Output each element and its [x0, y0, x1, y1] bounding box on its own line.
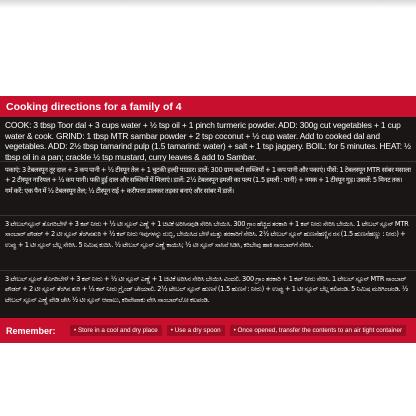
section-heading: Cooking directions for a family of 4 — [6, 101, 182, 113]
second-regional-directions-panel — [0, 270, 416, 318]
tip-dry-spoon: • Use a dry spoon — [167, 325, 225, 336]
remember-label: Remember: — [6, 325, 56, 336]
tip-store-cool-dry: • Store in a cool and dry place — [70, 325, 162, 336]
tip-airtight-container: • Once opened, transfer the contents to an air tight container — [230, 325, 406, 336]
hindi-directions-panel — [0, 161, 416, 215]
bottom-area — [0, 343, 416, 416]
english-directions: COOK: 3 tbsp Toor dal + 3 cups water + ½ tsp oil + 1 pinch turmeric powder. ADD: 300g cut vegetables + 1 cup water & cook. GRIND: 1 tbsp MTR sambar powder + 2 tsp coconut + ½ cup water. Add to cooked dal and vegetables. ADD: 2½ tbsp tamarind pulp (1.5 tamarind: water) + salt + 1 tsp jaggery. BOIL: for 5 minutes. HEAT: ½ tbsp oil in a pan; crackle ½ tsp mustard, curry leaves & add to Sambar. — [5, 120, 411, 161]
kannada-directions: 3 ಟೇಬಲ್‌ಸ್ಪೂನ್ ತೊಗರಿಬೇಳೆ + 3 ಕಪ್ ನೀರು + ½ ಟೀ ಸ್ಪೂನ್ ಎಣ್ಣೆ + 1 ಚಿಟಿಕೆ ಅರಿಸಿನಪುಡಿ ಸೇರಿಸಿ ಬೇಯಿಸಿ. 300 ಗ್ರಾಂ ಹೆಚ್ಚಿದ ತರಕಾರಿ + 1 ಕಪ್ ನೀರು ಸೇರಿಸಿ ಬೇಯಿಸಿ. 1 ಟೇಬಲ್ ಸ್ಪೂನ್ MTR ಸಾಂಬಾರ್ ಪೌಡರ್ + 2 ಟೀ ಸ್ಪೂನ್ ತೆಂಗಿನತುರಿ + ½ ಕಪ್ ನೀರು ಇವುಗಳನ್ನು ರುಬ್ಬಿ, ಬೇಯಿಸಿದ ಬೇಳೆ ಮತ್ತು ತರಕಾರಿಗೆ ಸೇರಿಸಿ. 2½ ಟೇಬಲ್ ಸ್ಪೂನ್ ಹುಣಸೆಹಣ್ಣಿನ ರಸ (1.5 ಹುಣಸೆಹಣ್ಣು : ನೀರು) + ಉಪ್ಪು + 1 ಟೀ ಸ್ಪೂನ್ ಬೆಲ್ಲ ಸೇರಿಸಿ. 5 ನಿಮಿಷ ಕುದಿಸಿ. ½ ಟೇಬಲ್ ಸ್ಪೂನ್ ಎಣ್ಣೆ ಕಾಯಿಸಿ; ½ ಟೀ ಸ್ಪೂನ್ ಸಾಸಿವೆ ಸಿಡಿಸಿ, ಕರಿಬೇವು ಹಾಕಿ ಸಾಂಬಾರ್‌ಗೆ ಸೇರಿಸಿ. — [5, 220, 409, 249]
kannada-directions-panel — [0, 215, 416, 270]
second-regional-directions: 3 ಟೇಬಲ್ ಸ್ಪೂನ್ ತೊಗರಿಬೇಳೆ + 3 ಕಪ್ ನೀರು + ½ ಟೀ ಸ್ಪೂನ್ ಎಣ್ಣೆ + 1 ಚಿಟಿಕೆ ಅರಿಸಿನ ಸೇರಿಸಿ ಬೇಯಿಸಿ ವಿಂದಲಿ. 300 ಗ್ರಾಂ ತರಕಾರಿ + 1 ಕಪ್ ನೀರು ಸೇರಿಸಿ. 1 ಟೇಬಲ್ ಸ್ಪೂನ್ MTR ಸಾಂಬಾರ್ ಪೌಡರ್ + 2 ಟೀ ಸ್ಪೂನ್ ತೆಂಗಿನ ತುರಿ + ½ ಕಪ್ ನೀರು ಗ್ರೈಂಡ್ ಚೇಯಾಲಿ. 2½ ಟೇಬಲ್ ಸ್ಪೂನ್ ಹುಣಸೆ (1.5 ಹುಣಸೆ : ನೀರು) + ಉಪ್ಪು + 1 ಟೀ ಸ್ಪೂನ್ ಬೆಲ್ಲ ಕಲಿಪಂಡಿ. 5 ನಿಮಿಷ ಮರಿಗಿಂಚಂಡಿ. ½ ಟೇಬಲ್ ಸ್ಪೂನ್ ಎಣ್ಣೆ ವೇಡಿ ಚೇಸಿ ½ ಟೀ ಸ್ಪೂನ್ ಆವಾಲು, ಕರಿವೇಪಾಕು ವೇಸಿ ಸಾಂಬಾರ್‌ಲೋ ಕಲಪಂಡಿ. — [5, 275, 409, 304]
english-directions-panel — [0, 117, 416, 161]
top-edge — [0, 0, 416, 8]
hindi-directions: पकाएं: 3 टेबलस्पून तूर दाल + 3 कप पानी + ½ टीस्पून तेल + 1 चुटकी हल्दी पाउडर। डालें: 300 ग्राम कटी सब्जियाँ + 1 कप पानी और पकाएं। पीसें: 1 टेबलस्पून MTR सांबर मसाला + 2 टीस्पून नारियल + ½ कप पानी। पकी हुई दाल और सब्जियों में मिलाएं। डालें: 2½ टेबलस्पून इमली का पल्प (1.5 इमली : पानी) + नमक + 1 टीस्पून गुड़। उबालें: 5 मिनट तक। गर्म करें: एक पैन में ½ टेबलस्पून तेल; ½ टीस्पून राई + करीपत्ता डालकर तड़का बनाएं और सांबर में डालें। — [5, 166, 411, 195]
remember-bar — [0, 318, 416, 343]
storage-tips — [70, 325, 406, 336]
